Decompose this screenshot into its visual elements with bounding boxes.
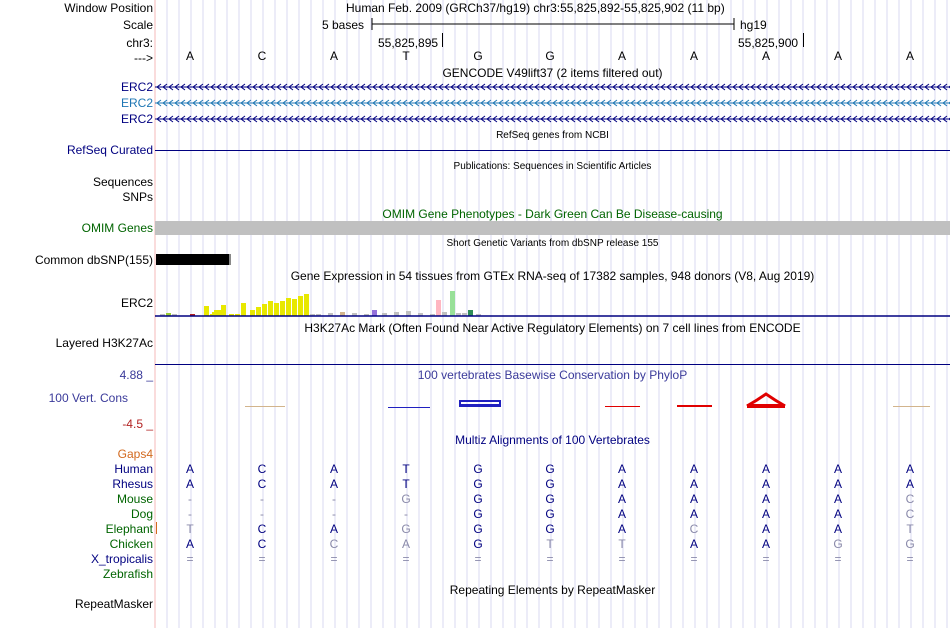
alignment-base: T bbox=[546, 537, 554, 551]
alignment-base: C bbox=[257, 462, 267, 476]
phylop-max-label: 4.88 _ bbox=[119, 368, 153, 382]
alignment-base: C bbox=[905, 507, 915, 521]
sequence-base: A bbox=[689, 49, 698, 63]
alignment-base: = bbox=[690, 552, 698, 566]
alignment-base: A bbox=[185, 477, 194, 491]
alignment-base: A bbox=[185, 537, 194, 551]
alignment-species-label[interactable]: X_tropicalis bbox=[90, 552, 153, 566]
alignment-species-label[interactable]: Chicken bbox=[109, 537, 153, 551]
alignment-base: C bbox=[689, 522, 699, 536]
alignment-base: = bbox=[906, 552, 914, 566]
alignment-base: = bbox=[258, 552, 266, 566]
phylop-min-label: -4.5 _ bbox=[122, 417, 153, 431]
alignment-base: G bbox=[401, 492, 411, 506]
gencode-track-title: GENCODE V49lift37 (2 items filtered out) bbox=[442, 66, 663, 80]
alignment-species-label[interactable]: Rhesus bbox=[112, 477, 153, 491]
alignment-base: A bbox=[689, 462, 698, 476]
alignment-species-label[interactable]: Elephant bbox=[105, 522, 153, 536]
strand-label: ---> bbox=[134, 51, 153, 65]
pubs-track-title: Publications: Sequences in Scientific Articles bbox=[453, 161, 652, 172]
alignment-base: G bbox=[545, 462, 555, 476]
alignment-base: C bbox=[905, 492, 915, 506]
position-left-tick bbox=[442, 33, 443, 47]
omim-track-title: OMIM Gene Phenotypes - Dark Green Can Be Disease-causing bbox=[382, 207, 723, 221]
scale-bases-text: 5 bases bbox=[322, 18, 365, 32]
alignment-base: = bbox=[330, 552, 338, 566]
alignment-base: G bbox=[545, 507, 555, 521]
position-left: 55,825,895 bbox=[378, 36, 439, 50]
alignment-base: A bbox=[185, 462, 194, 476]
scale-label: Scale bbox=[122, 18, 153, 32]
refseq-gene-line[interactable] bbox=[155, 150, 950, 151]
alignment-base: A bbox=[833, 522, 842, 536]
sequence-base: A bbox=[329, 49, 338, 63]
alignment-base: C bbox=[329, 537, 339, 551]
alignment-base: A bbox=[833, 462, 842, 476]
alignment-base: = bbox=[618, 552, 626, 566]
alignment-base: - bbox=[188, 507, 192, 521]
alignment-base: T bbox=[402, 462, 410, 476]
multiz-track-title: Multiz Alignments of 100 Vertebrates bbox=[455, 433, 650, 447]
scale-db-text: hg19 bbox=[740, 18, 767, 32]
alignment-base: G bbox=[473, 492, 483, 506]
phylop-track-title: 100 vertebrates Basewise Conservation by PhyloP bbox=[417, 368, 688, 382]
alignment-base: A bbox=[617, 522, 626, 536]
alignment-base: T bbox=[906, 522, 914, 536]
alignment-base: - bbox=[332, 507, 336, 521]
scale-bar bbox=[371, 16, 736, 32]
alignment-base: A bbox=[833, 477, 842, 491]
sequence-base: A bbox=[833, 49, 842, 63]
h3k27ac-baseline bbox=[155, 364, 950, 365]
alignment-base: A bbox=[401, 537, 410, 551]
alignment-base: - bbox=[260, 507, 264, 521]
alignment-base: G bbox=[473, 507, 483, 521]
sequence-base: G bbox=[545, 49, 555, 63]
alignment-base: - bbox=[260, 492, 264, 506]
sequence-base: A bbox=[185, 49, 194, 63]
repeatmasker-label[interactable]: RepeatMasker bbox=[74, 597, 153, 611]
phylop-label[interactable]: 100 Vert. Cons bbox=[48, 391, 128, 405]
alignment-base: = bbox=[762, 552, 770, 566]
alignment-base: A bbox=[329, 522, 338, 536]
gencode-gene-lines[interactable] bbox=[155, 80, 950, 126]
sequence-base: G bbox=[473, 49, 483, 63]
alignment-base: A bbox=[905, 477, 914, 491]
alignment-base: = bbox=[186, 552, 194, 566]
sequence-base: T bbox=[402, 49, 410, 63]
omim-bar[interactable] bbox=[155, 221, 950, 235]
alignment-base: = bbox=[834, 552, 842, 566]
alignment-base: A bbox=[761, 507, 770, 521]
alignment-base: A bbox=[617, 492, 626, 506]
alignment-base: G bbox=[401, 522, 411, 536]
alignment-base: A bbox=[761, 462, 770, 476]
h3k27ac-label[interactable]: Layered H3K27Ac bbox=[55, 336, 153, 350]
alignment-base: = bbox=[402, 552, 410, 566]
alignment-base: - bbox=[188, 492, 192, 506]
alignment-base: A bbox=[689, 477, 698, 491]
alignment-base: A bbox=[833, 492, 842, 506]
chr-label: chr3: bbox=[126, 36, 153, 50]
alignment-base: T bbox=[402, 477, 410, 491]
position-right: 55,825,900 bbox=[738, 36, 799, 50]
alignment-base: C bbox=[257, 477, 267, 491]
alignment-base: A bbox=[761, 477, 770, 491]
dbsnp-label[interactable]: Common dbSNP(155) bbox=[34, 253, 153, 267]
alignment-base: G bbox=[905, 537, 915, 551]
alignment-base: A bbox=[329, 477, 338, 491]
position-right-tick bbox=[803, 33, 804, 47]
window-position-label: Window Position bbox=[64, 1, 153, 15]
gencode-item-1-label[interactable]: ERC2 bbox=[120, 80, 153, 94]
alignment-base: A bbox=[761, 537, 770, 551]
alignment-base: A bbox=[761, 522, 770, 536]
gencode-item-3-label[interactable]: ERC2 bbox=[120, 112, 153, 126]
alignment-base: G bbox=[545, 492, 555, 506]
alignment-base: A bbox=[833, 507, 842, 521]
gtex-track-title: Gene Expression in 54 tissues from GTEx RNA-seq of 17382 samples, 948 donors (V8, Aug 2019) bbox=[290, 269, 815, 283]
alignment-base: A bbox=[689, 507, 698, 521]
gtex-label[interactable]: ERC2 bbox=[120, 296, 153, 310]
alignment-base: A bbox=[905, 462, 914, 476]
alignment-species-label[interactable]: Zebrafish bbox=[102, 567, 153, 581]
gencode-item-2-label[interactable]: ERC2 bbox=[120, 96, 153, 110]
gaps-label[interactable]: Gaps4 bbox=[117, 447, 153, 461]
dbsnp-variant-bar[interactable] bbox=[156, 254, 231, 265]
alignment-base: - bbox=[404, 507, 408, 521]
alignment-base: A bbox=[617, 462, 626, 476]
sequence-base: A bbox=[761, 49, 770, 63]
refseq-label[interactable]: RefSeq Curated bbox=[66, 143, 153, 157]
alignment-species-label[interactable]: Mouse bbox=[116, 492, 153, 506]
sequence-base: C bbox=[257, 49, 267, 63]
sequence-base: A bbox=[905, 49, 914, 63]
alignment-base: C bbox=[257, 537, 267, 551]
alignment-base: G bbox=[473, 522, 483, 536]
alignment-base: G bbox=[545, 477, 555, 491]
alignment-base: = bbox=[474, 552, 482, 566]
alignment-base: G bbox=[473, 477, 483, 491]
alignment-base: C bbox=[257, 522, 267, 536]
repeatmasker-track-title: Repeating Elements by RepeatMasker bbox=[449, 583, 656, 597]
alignment-base: G bbox=[545, 522, 555, 536]
elephant-gap-marker bbox=[156, 522, 157, 534]
alignment-base: - bbox=[332, 492, 336, 506]
alignment-species-label[interactable]: Human bbox=[114, 462, 153, 476]
alignment-base: A bbox=[761, 492, 770, 506]
sequence-base: A bbox=[617, 49, 626, 63]
phylop-conservation-plot[interactable] bbox=[155, 390, 950, 410]
dbsnp-track-title: Short Genetic Variants from dbSNP release 155 bbox=[446, 238, 659, 249]
gtex-expression-bars[interactable] bbox=[155, 284, 950, 320]
alignment-base: A bbox=[329, 462, 338, 476]
alignment-base: = bbox=[546, 552, 554, 566]
window-position-title: Human Feb. 2009 (GRCh37/hg19) chr3:55,825,892-55,825,902 (11 bp) bbox=[346, 1, 725, 15]
alignment-base: A bbox=[617, 507, 626, 521]
alignment-base: A bbox=[689, 537, 698, 551]
alignment-base: T bbox=[618, 537, 626, 551]
alignment-base: G bbox=[473, 462, 483, 476]
alignment-species-label[interactable]: Dog bbox=[130, 507, 153, 521]
alignment-base: G bbox=[473, 537, 483, 551]
alignment-base: A bbox=[617, 477, 626, 491]
alignment-base: T bbox=[186, 522, 194, 536]
pubs-snps-label[interactable]: SNPs bbox=[122, 190, 153, 204]
pubs-sequences-label[interactable]: Sequences bbox=[92, 175, 153, 189]
h3k27ac-track-title: H3K27Ac Mark (Often Found Near Active Regulatory Elements) on 7 cell lines from ENCODE bbox=[304, 321, 801, 335]
refseq-track-title: RefSeq genes from NCBI bbox=[496, 130, 609, 141]
alignment-base: A bbox=[689, 492, 698, 506]
alignment-base: G bbox=[833, 537, 843, 551]
omim-label[interactable]: OMIM Genes bbox=[81, 221, 153, 235]
